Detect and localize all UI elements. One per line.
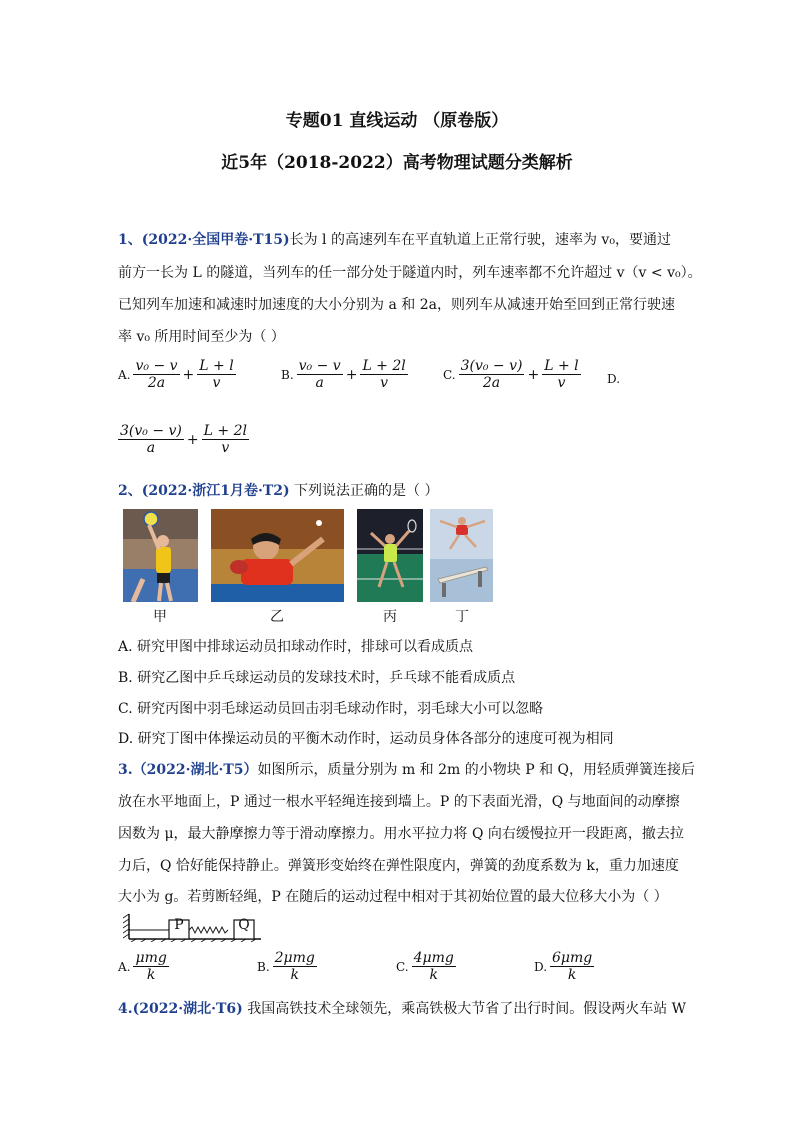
volleyball-photo bbox=[123, 509, 198, 602]
balance-beam-photo bbox=[430, 509, 493, 602]
q3-option-c[interactable]: C. $\frac{\text{4μmg}}{k}$ bbox=[396, 950, 454, 984]
q1-d-frac1: $\frac{\text{3(v₀ − v)}}{a}$ bbox=[120, 423, 182, 457]
q1-option-c-label: C. bbox=[443, 367, 456, 382]
q3-option-d[interactable]: D. $\frac{\text{6μmg}}{k}$ bbox=[534, 950, 593, 984]
q1-option-d[interactable]: $\frac{\text{3(v₀ − v)}}{a}$ + $\frac{L + 2l}{v}$ bbox=[120, 423, 247, 457]
q2-option-a[interactable]: A. 研究甲图中排球运动员扣球动作时，排球可以看成质点 bbox=[118, 639, 474, 655]
q2-option-b[interactable]: B. 研究乙图中乒乓球运动员的发球技术时，乒乓球不能看成质点 bbox=[118, 670, 516, 686]
label-p: P bbox=[174, 917, 184, 933]
table-tennis-photo bbox=[211, 509, 344, 602]
q3-line5: 大小为 g。若剪断轻绳，P 在随后的运动过程中相对于其初始位置的最大位移大小为（ ） bbox=[118, 889, 668, 905]
q1-stem-1: 长为 l 的高速列车在平直轨道上正常行驶，速率为 v₀，要通过 bbox=[289, 232, 671, 248]
q4-heading: 4.(2022·湖北·T6) bbox=[118, 1001, 243, 1017]
q3-a-frac: $\frac{\text{μmg}}{k}$ bbox=[135, 950, 167, 984]
q1-option-d-label[interactable]: D. bbox=[607, 372, 621, 386]
q3-option-a[interactable]: A. $\frac{\text{μmg}}{k}$ bbox=[118, 950, 167, 984]
q2-stem: 下列说法正确的是（ ） bbox=[289, 483, 439, 499]
spring bbox=[189, 927, 228, 933]
q1-b-frac1: $\frac{\text{v₀ − v}}{a}$ bbox=[298, 358, 341, 392]
q4-stem-1: 我国高铁技术全球领先，乘高铁极大节省了出行时间。假设两火车站 W bbox=[242, 1001, 687, 1017]
q1-option-b[interactable]: B. $\frac{\text{v₀ − v}}{a}$ + $\frac{L + 2l}{v}$ bbox=[281, 358, 406, 392]
badminton-photo bbox=[357, 509, 423, 602]
q1-line4: 率 v₀ 所用时间至少为（ ） bbox=[118, 329, 285, 345]
q3-line4: 力后，Q 恰好能保持静止。弹簧形变始终在弹性限度内，弹簧的劲度系数为 k，重力加速度 bbox=[118, 858, 679, 874]
q2-heading: 2、(2022·浙江1月卷·T2) bbox=[118, 483, 290, 499]
q1-d-frac2: $\frac{L + 2l}{v}$ bbox=[203, 423, 247, 457]
caption-bing: 丙 bbox=[383, 609, 397, 625]
q1-b-frac2: $\frac{L + 2l}{v}$ bbox=[362, 358, 406, 392]
q3-line1 bbox=[118, 759, 695, 779]
q1-line1 bbox=[118, 229, 671, 249]
q1-option-a-label: A. bbox=[118, 367, 131, 382]
q1-line3: 已知列车加速和减速时加速度的大小分别为 a 和 2a，则列车从减速开始至回到正常行驶速 bbox=[118, 297, 675, 313]
q3-stem-1: 如图所示，质量分别为 m 和 2m 的小物块 P 和 Q，用轻质弹簧连接后 bbox=[257, 762, 696, 778]
page-title: 专题01 直线运动 （原卷版） bbox=[285, 111, 509, 131]
q3-c-frac: $\frac{\text{4μmg}}{k}$ bbox=[413, 950, 454, 984]
q3-option-b[interactable]: B. $\frac{\text{2μmg}}{k}$ bbox=[257, 950, 315, 984]
q1-heading: 1、(2022·全国甲卷·T15) bbox=[118, 232, 290, 248]
q3-heading: 3.（2022·湖北·T5） bbox=[118, 762, 258, 778]
q3-line3: 因数为 μ，最大静摩擦力等于滑动摩擦力。用水平拉力将 Q 向右缓慢拉开一段距离，撤去拉 bbox=[118, 826, 684, 842]
q2-line1 bbox=[118, 480, 439, 500]
q1-line2: 前方一长为 L 的隧道，当列车的任一部分处于隧道内时，列车速率都不允许超过 v（v < v₀）。 bbox=[118, 265, 702, 281]
q3-d-frac: $\frac{\text{6μmg}}{k}$ bbox=[552, 950, 593, 984]
caption-yi: 乙 bbox=[270, 609, 284, 625]
label-q: Q bbox=[238, 917, 250, 933]
q1-option-a[interactable]: A. $\frac{\text{v₀ − v}}{2a}$ + $\frac{L + l}{v}$ bbox=[118, 358, 234, 392]
q3-b-frac: $\frac{\text{2μmg}}{k}$ bbox=[274, 950, 315, 984]
q1-c-frac1: $\frac{\text{3(v₀ − v)}}{2a}$ bbox=[460, 358, 523, 392]
caption-ding: 丁 bbox=[455, 609, 469, 625]
q4-line1 bbox=[118, 998, 686, 1018]
q1-c-frac2: $\frac{L + l}{v}$ bbox=[544, 358, 579, 392]
q1-option-c[interactable]: C. $\frac{\text{3(v₀ − v)}}{2a}$ + $\frac{L + l}{v}$ bbox=[443, 358, 579, 392]
q1-option-b-label: B. bbox=[281, 367, 294, 382]
q1-a-frac2: $\frac{L + l}{v}$ bbox=[199, 358, 234, 392]
caption-jia: 甲 bbox=[153, 609, 167, 625]
page-subtitle: 近5年（2018-2022）高考物理试题分类解析 bbox=[221, 153, 573, 173]
q1-a-frac1: $\frac{\text{v₀ − v}}{2a}$ bbox=[135, 358, 178, 392]
q3-line2: 放在水平地面上，P 通过一根水平轻绳连接到墙上。P 的下表面光滑，Q 与地面间的动摩擦 bbox=[118, 794, 680, 810]
q2-option-d[interactable]: D. 研究丁图中体操运动员的平衡木动作时，运动员身体各部分的速度可视为相同 bbox=[118, 731, 614, 747]
q2-option-c[interactable]: C. 研究丙图中羽毛球运动员回击羽毛球动作时，羽毛球大小可以忽略 bbox=[118, 701, 544, 717]
